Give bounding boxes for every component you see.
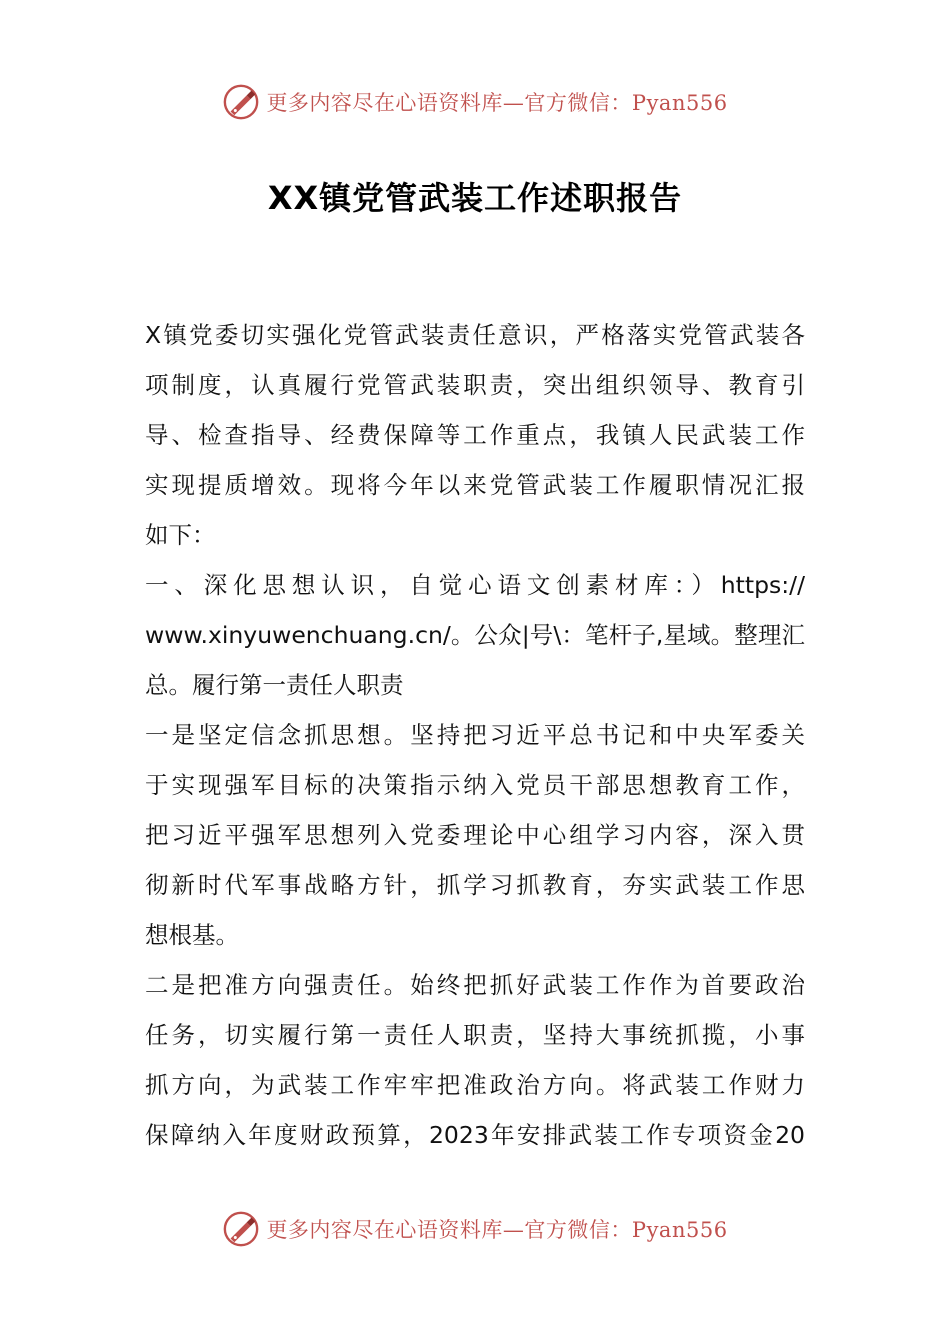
body-line: 一是坚定信念抓思想。坚持把习近平总书记和中央军委关 (145, 721, 805, 749)
body-line: X镇党委切实强化党管武装责任意识，严格落实党管武装各 (145, 321, 805, 349)
document-title: XX镇党管武装工作述职报告 (267, 179, 683, 217)
footer-banner (0, 1207, 950, 1251)
body-line: 实现提质增效。现将今年以来党管武装工作履职情况汇报 (145, 471, 805, 499)
body-line: 于实现强军目标的决策指示纳入党员干部思想教育工作， (145, 771, 805, 799)
body-line: 保障纳入年度财政预算，2023年安排武装工作专项资金20 (145, 1121, 805, 1149)
document-body (145, 310, 805, 1160)
pen-nib-logo-icon (222, 83, 260, 121)
body-line: 项制度，认真履行党管武装职责，突出组织领导、教育引 (145, 371, 805, 399)
body-line: 彻新时代军事战略方针，抓学习抓教育，夯实武装工作思 (145, 871, 805, 899)
body-line: 想根基。 (145, 921, 239, 949)
section-heading-line: 一、深化思想认识，自觉心语文创素材库：）https:// (145, 571, 805, 599)
body-line: www.xinyuwenchuang.cn/。公众|号\：笔杆子,星域。整理汇 (145, 621, 805, 649)
pen-nib-logo-icon (222, 1210, 260, 1248)
body-line: 把习近平强军思想列入党委理论中心组学习内容，深入贯 (145, 821, 805, 849)
header-banner (0, 80, 950, 124)
banner-text: 更多内容尽在心语资料库—官方微信：Pyan556 (266, 91, 728, 115)
body-line: 导、检查指导、经费保障等工作重点，我镇人民武装工作 (145, 421, 805, 449)
body-line: 任务，切实履行第一责任人职责，坚持大事统抓揽，小事 (145, 1021, 805, 1049)
banner-text: 更多内容尽在心语资料库—官方微信：Pyan556 (266, 1218, 728, 1242)
body-line: 如下： (145, 521, 216, 549)
body-line: 总。履行第一责任人职责 (145, 671, 404, 699)
body-line: 抓方向，为武装工作牢牢把准政治方向。将武装工作财力 (145, 1071, 805, 1099)
body-line: 二是把准方向强责任。始终把抓好武装工作作为首要政治 (145, 971, 805, 999)
